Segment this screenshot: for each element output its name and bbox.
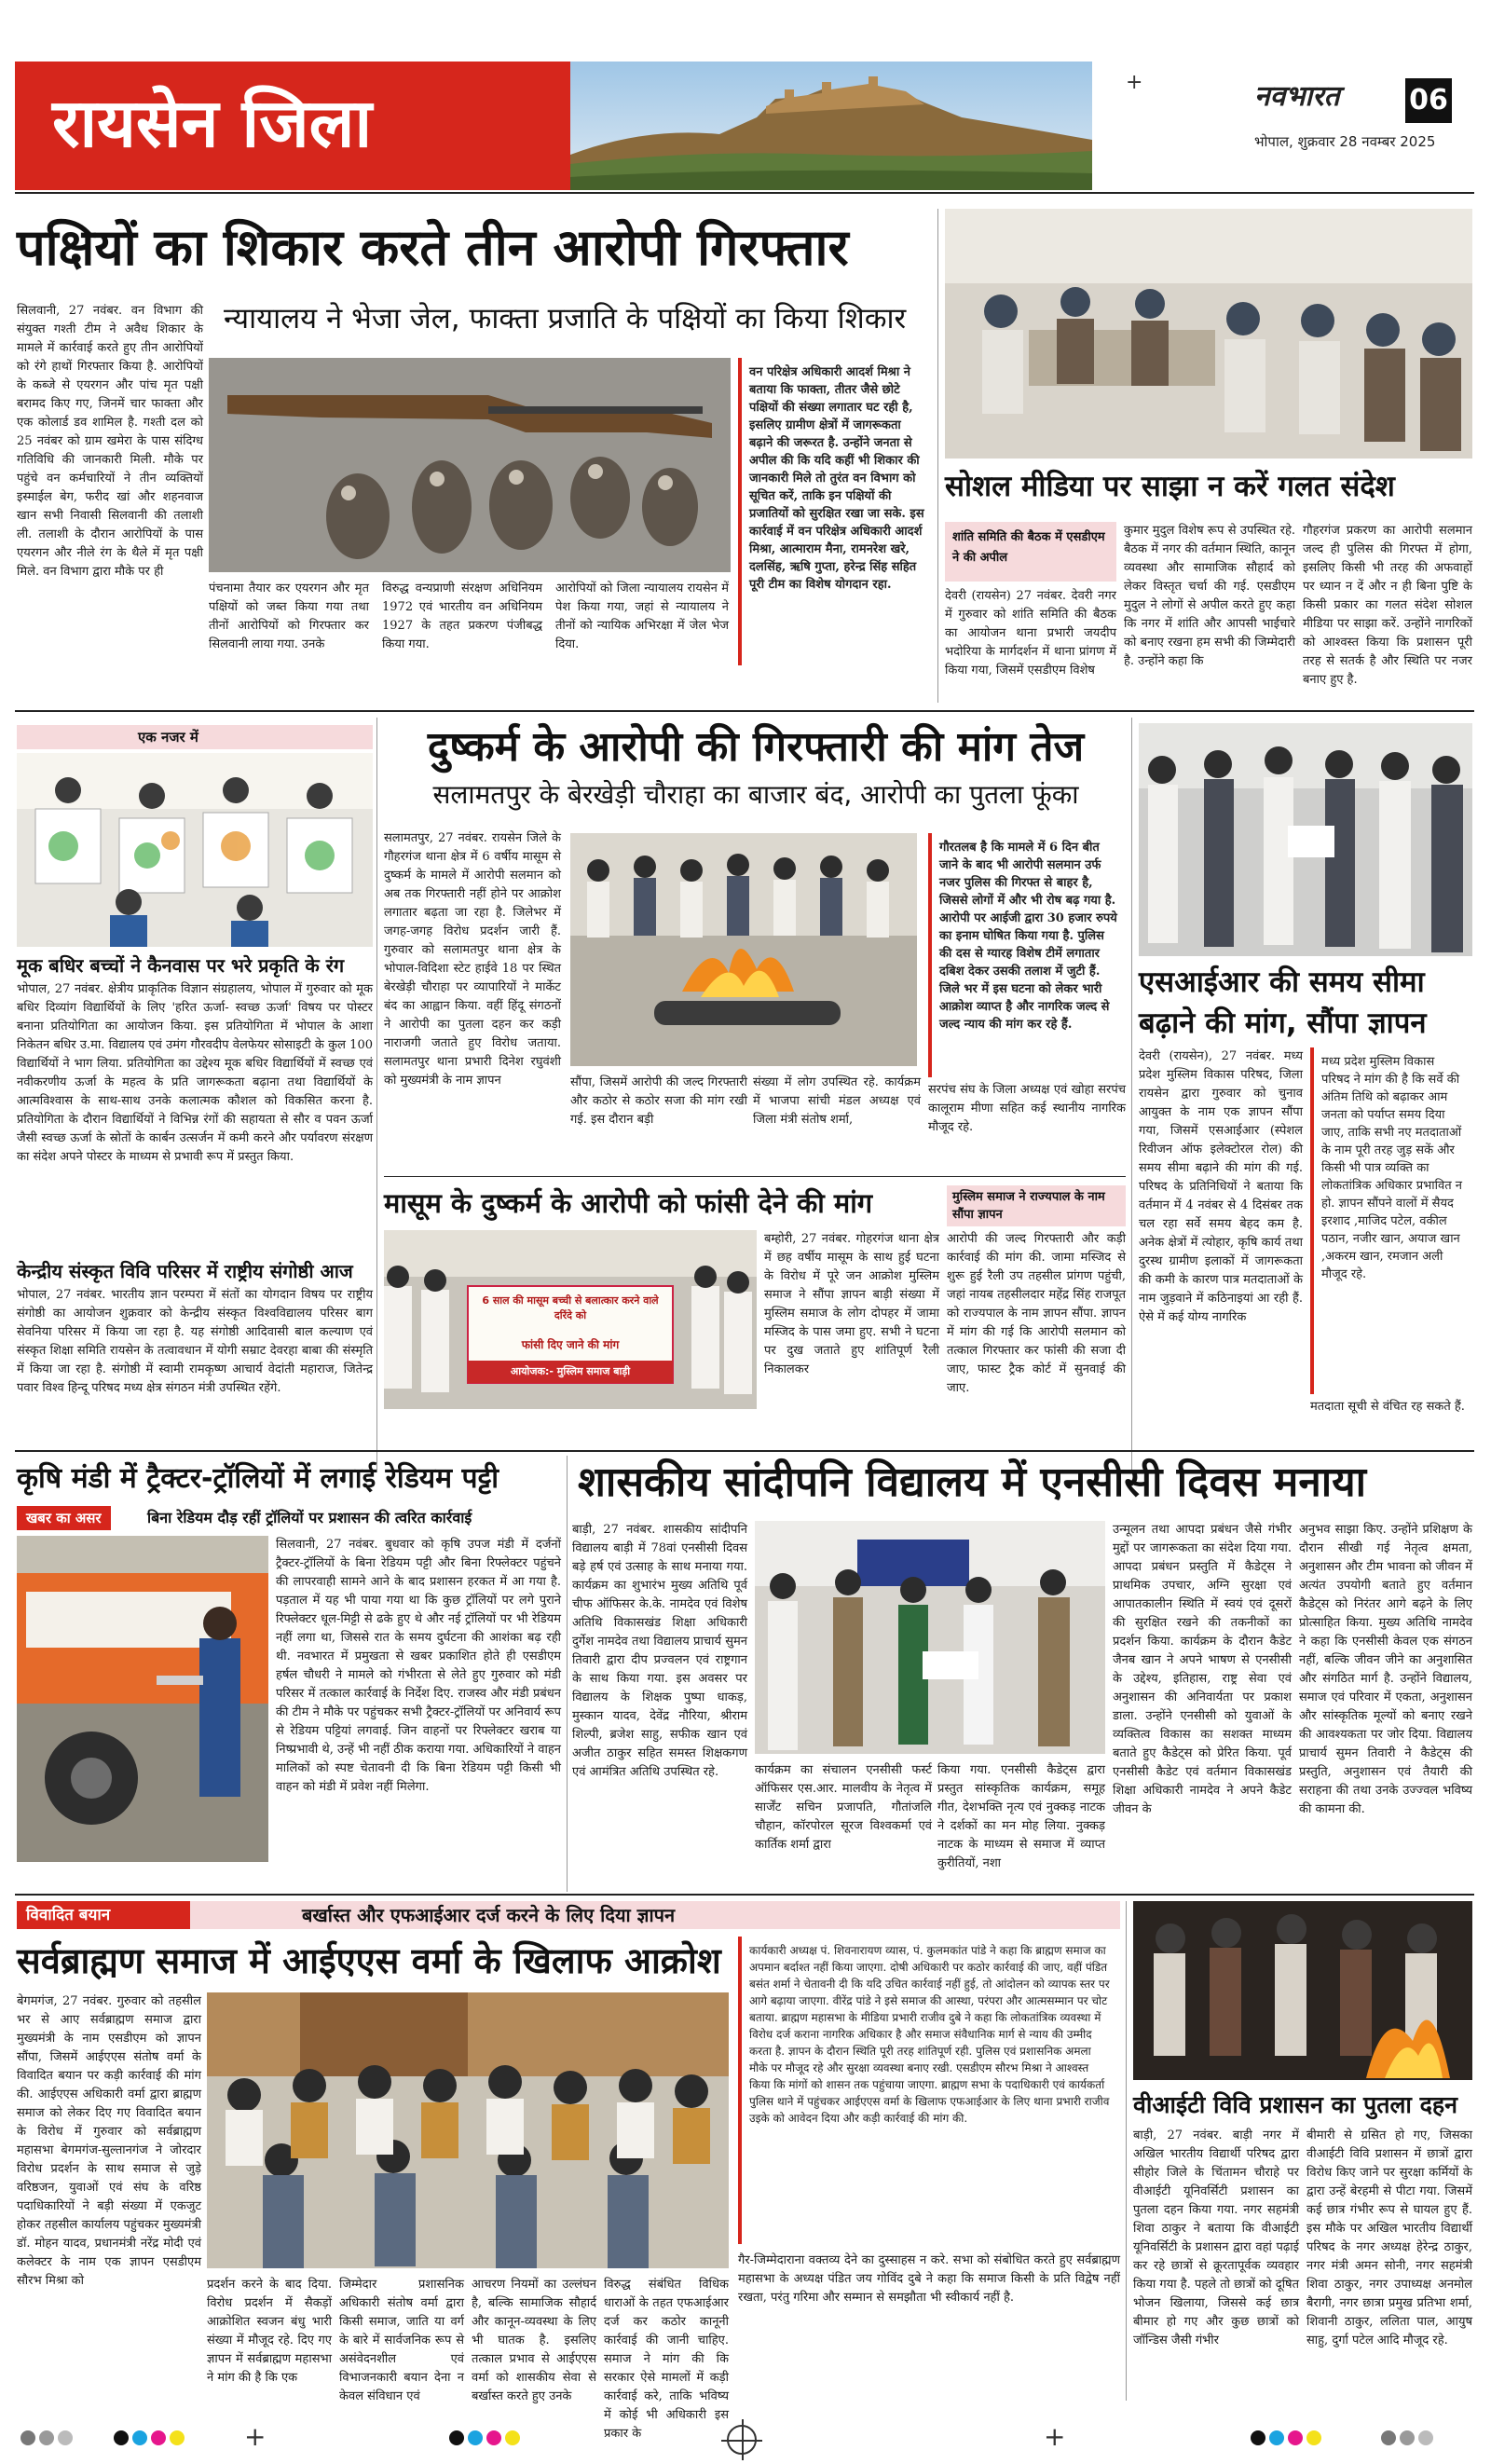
- story10-quote-box: कार्यकारी अध्यक्ष पं. शिवनारायण व्यास, पं. कुलमकांत पांडे ने कहा कि ब्राह्मण समाज का अपमान बर्दाश्त नहीं किया जाएगा. दोषी अधिकारी पर कठोर कार्रवाई की जाए, वहीं पंडित बसंत शर्मा ने चेतावनी दी कि यदि उचित कार्रवाई नहीं हुई, तो आंदोलन को व्यापक स्तर पर आगे बढ़ाया जाएगा. वीरेंद्र पांडे ने इसे समाज की आस्था, परंपरा और आत्मसम्मान पर चोट बताया. ब्राह्मण महासभा के मीडिया प्रभारी राजीव दुबे ने कहा कि लोकतांत्रिक व्यवस्था में विरोध दर्ज कराना नागरिक अधिकार है और समाज संवैधानिक मार्ग से न्याय की उम्मीद करता है. ज्ञापन के दौरान स्थिति पूरी तरह शांतिपूर्ण रही. पुलिस एवं प्रशासनिक अमला मौके पर मौजूद रहे और सुरक्षा व्यवस्था बनाए रखी. एसडीएम सौरभ मिश्रा ने आश्वस्त किया कि मांगों को शासन तक पहुंचाया जाएगा. ब्राह्मण सभा के पदाधिकारी एवं कार्यकर्ता पुलिस थाने में पहुंचकर आईएएस वर्मा के खिलाफ एफआईआर के लिए थाना प्रभारी राजीव उइके को आवेदन दिया और कड़ी कार्रवाई की मांग की.: [738, 1937, 1120, 2244]
- story9-body-col5: अनुभव साझा किए. उन्होंने प्रशिक्षण के दौरान सीखी गई नेतृत्व क्षमता, अनुशासन और टीम भावना को जीवन में अत्यंत उपयोगी बताते हुए वर्तमान कैडेट्स को निरंतर आगे बढ़ने के लिए प्रोत्साहित किया. मुख्य अतिथि नामदेव ने कहा कि एनसीसी केवल एक संगठन नहीं, बल्कि जीवन जीने का अनुशासित और संगठित मार्ग है. उन्होंने विद्यालय, समाज एवं परिवार में एकता, अनुशासन और सांस्कृतिक मूल्यों को बनाए रखने की आवश्यकता पर जोर दिया. विद्यालय प्राचार्य सुमन तिवारी ने कैडेट्स की प्रस्तुति, अनुशासन एवं तैयारी की सराहना की तथा उनके उज्ज्वल भविष्य की कामना की.: [1299, 1523, 1472, 1816]
- story3-headline: मूक बधिर बच्चों ने कैनवास पर भरे प्रकृति के रंग: [17, 954, 345, 977]
- story7-headline: एसआईआर की समय सीमा बढ़ाने की मांग, सौंपा ज्ञापन: [1139, 965, 1427, 1040]
- color-dots-mid-left: [447, 2430, 522, 2449]
- story8-tag: खबर का असर: [17, 1506, 111, 1530]
- story6-tag: मुस्लिम समाज ने राज्यपाल के नाम सौंपा ज्ञापन: [947, 1185, 1126, 1226]
- story1-subhead: न्यायालय ने भेजा जेल, फाक्ता प्रजाति के पक्षियों का किया शिकार: [224, 302, 907, 335]
- story3-photo-posters: [17, 753, 373, 947]
- story9-body-col3: किया गया. एनसीसी कैडेट्स द्वारा प्रस्तुत सांस्कृतिक कार्यक्रम, समूह गीत, देशभक्ति नृत्य एवं नुक्कड़ नाटक ने दर्शकों का मन मोह लिया. नुक्कड़ नाटक के माध्यम से समाज में व्याप्त कुरीतियों, नशा: [937, 1763, 1105, 1870]
- story6-photo-protest: [384, 1230, 757, 1409]
- story2-body-col2: कुमार मुदुल विशेष रूप से उपस्थित रहे. बैठक में नगर की वर्तमान स्थिति, कानून व्यवस्था और सामाजिक सौहार्द को लेकर विस्तृत चर्चा की गई. एसडीएम मुदुल ने लोगों से अपील करते हुए कहा कि नगर में शांति और आपसी भाईचारे को बनाए रखना हम सभी की जिम्मेदारी है. उन्होंने कहा कि: [1124, 524, 1295, 668]
- story2-body-col3: गौहरगंज प्रकरण का आरोपी सलमान जल्द ही पुलिस की गिरफ्त में होगा, इसलिए किसी भी तरह की अफवाहों पर ध्यान न दें और न ही बिना पुष्टि के किसी प्रकार का गलत संदेश सोशल मीडिया पर साझा करें. उन्होंने नागरिकों को आश्वस्त किया कि प्रशासन पूरी तरह से सतर्क है और स्थिति पर नजर बनाए हुए है.: [1303, 524, 1472, 687]
- story6-banner-line3: आयोजक:- मुस्लिम समाज बाड़ी: [510, 1365, 631, 1377]
- story8-photo-tractor: [17, 1536, 268, 1862]
- story10-body-col2: प्रदर्शन करने के बाद दिया. विरोध प्रदर्शन में सैकड़ों आक्रोशित स्वजन बंधु भारी संख्या में मौजूद रहे. दिए गए ज्ञापन में सर्वब्राह्मण महासभा ने मांग की है कि एक: [207, 2278, 332, 2385]
- color-dots-left: [112, 2430, 186, 2449]
- story11-headline: वीआईटी विवि प्रशासन का पुतला दहन: [1133, 2091, 1457, 2118]
- story9-body-col4: उन्मूलन तथा आपदा प्रबंधन जैसे गंभीर मुद्दों पर जागरूकता का संदेश दिया गया. आपदा प्रबंधन प्रस्तुति में कैडेट्स ने प्राथमिक उपचार, अग्नि सुरक्षा एवं आपातकालीन स्थिति में स्वयं एवं दूसरों की सुरक्षित रखने की तकनीकों का प्रदर्शन किया. कार्यक्रम के दौरान कैडेट जैनब खान ने अपने भाषण से एनसीसी के उद्देश्य, इतिहास, राष्ट्र सेवा एवं अनुशासन की अनिवार्यता पर प्रकाश डाला. उन्होंने एनसीसी को युवाओं के व्यक्तित्व विकास का सशक्त माध्यम बताते हुए कैडेट्स को प्रेरित किया. पूर्व एनसीसी कैडेट एवं वर्तमान विकासखंड शिक्षा अधिकारी नामदेव ने अपने कैडेट जीवन के: [1113, 1523, 1292, 1816]
- page-number: 06: [1405, 78, 1452, 123]
- story5-body-col2: सौंपा, जिसमें आरोपी की जल्द गिरफ्तारी और कठोर से कठोर सजा की मांग रखी गई. इस दौरान बड़ी: [570, 1075, 747, 1127]
- story1-body-col3: विरुद्ध वन्यप्राणी संरक्षण अधिनियम 1972 एवं भारतीय वन अधिनियम 1927 के तहत प्रकरण पंजीबद्ध किया गया.: [382, 582, 542, 651]
- masthead: [15, 62, 1474, 190]
- story1-headline: पक्षियों का शिकार करते तीन आरोपी गिरफ्तार: [17, 218, 849, 277]
- grey-dots: [19, 2430, 75, 2449]
- story7-quote-box: मध्य प्रदेश मुस्लिम विकास परिषद ने मांग की है कि सर्वे की अंतिम तिथि को बढ़ाकर आम जनता को पर्याप्त समय दिया जाए, ताकि सभी नए मतदाताओं के नाम पूरी तरह जुड़ सकें और किसी भी पात्र व्यक्ति का लोकतांत्रिक अधिकार प्रभावित न हो. ज्ञापन सौंपने वालों में सैयद इरशाद ,माजिद पटेल, वकील पठान, नजीर खान, अयाज खान ,अकरम खान, रमजान अली मौजूद रहे.: [1310, 1047, 1472, 1394]
- story9-body-col2: कार्यक्रम का संचालन एनसीसी फर्स्ट ऑफिसर एस.आर. मालवीय के नेतृत्व में सार्जेंट सचिन प्रजापति, गौतांजलि चौहान, कॉरपोरल सूरज विश्वकर्मा एवं कार्तिक शर्मा द्वारा: [755, 1763, 932, 1852]
- story3-tag: एक नजर में: [138, 729, 198, 746]
- brand-logo: नवभारत: [1254, 80, 1340, 113]
- story2-photo-meeting: [945, 209, 1472, 459]
- crop-mark-icon: +: [244, 2421, 267, 2452]
- story9-headline: शासकीय सांदीपनि विद्यालय में एनसीसी दिवस मनाया: [578, 1458, 1367, 1506]
- story10-kicker-bar: [190, 1901, 1120, 1929]
- story5-body-col4: सरपंच संघ के जिला अध्यक्ष एवं खोहा सरपंच कालूराम मीणा सहित कई स्थानीय नागरिक मौजूद रहे.: [928, 1083, 1126, 1134]
- story7-body-col1: देवरी (रायसेन), 27 नवंबर. मध्य प्रदेश मुस्लिम विकास परिषद, जिला रायसेन द्वारा गुरुवार को चुनाव आयुक्त के नाम एक ज्ञापन सौंपा गया, जिसमें एसआईआर (स्पेशल रिवीजन ऑफ इलेक्टोरल रोल) की समय सीमा बढ़ाने की मांग की गई. परिषद के प्रतिनिधियों ने बताया कि वर्तमान में 4 नवंबर से 4 दिसंबर तक चल रहा सर्वे समय बेहद कम है. अनेक क्षेत्रों में त्योहार, कृषि कार्य तथा दुरस्थ ग्रामीण इलाकों में जागरूकता की कमी के कारण पात्र मतदाताओं के नाम जुड़वाने में कठिनाइयां आ रही हैं. ऐसे में कई योग्य नागरिक: [1139, 1049, 1303, 1324]
- story5-subhead: सलामतपुर के बेरखेड़ी चौराहा का बाजार बंद, आरोपी का पुतला फूंका: [432, 779, 1079, 810]
- story10-photo-protest: [207, 1992, 729, 2268]
- story10-body-col5: विरुद्ध संबंधित विधिक धाराओं के तहत एफआईआर दर्ज कर कठोर कानूनी कार्रवाई की जानी चाहिए. समाज ने मांग की कि सरकार ऐसे मामलों में कड़ी कार्रवाई करे, ताकि भविष्य में कोई भी अधिकारी इस प्रकार के: [604, 2278, 729, 2441]
- story10-body-col3: जिम्मेदार प्रशासनिक अधिकारी संतोष वर्मा द्वारा किसी समाज, जाति या वर्ग के बारे में सार्वजनिक रूप से असंवेदनशील एवं विभाजनकारी बयान देना न केवल संविधान एवं: [339, 2278, 464, 2403]
- story3-tag-bar: [17, 725, 373, 749]
- story9-photo-ncc: [755, 1521, 1105, 1754]
- fort-banner-photo: [570, 62, 1092, 190]
- story7-body-col2: मतदाता सूची से वंचित रह सकते हैं.: [1310, 1400, 1465, 1414]
- story3-body: भोपाल, 27 नवंबर. क्षेत्रीय प्राकृतिक विज्ञान संग्रहालय, भोपाल में गुरुवार को मूक बधिर दिव्यांग विद्यार्थियों के लिए 'हरित ऊर्जा- स्वच्छ ऊर्जा' विषय पर पोस्टर बनाना प्रतियोगिता का आयोजन किया. इस प्रतियोगिता में भोपाल के आशा निकेतन बधिर उ.मा. विद्यालय एवं उमंग गौरवदीप वेलफेयर सोसाइटी के कुल 100 विद्यार्थियों ने भाग लिया. प्रतियोगिता का उद्देश्य मूक बधिर विद्यार्थियों में स्वच्छ एवं नवीकरणीय ऊर्जा के महत्व के प्रति जागरूकता बढ़ाना तथा विद्यार्थियों के आत्मविश्वास के साथ-साथ उनके कलात्मक कौशल को विकसित करना है. प्रतियोगिता के दौरान विद्यार्थियों ने विभिन्न रंगों की सहायता से सौर व पवन ऊर्जा जैसी स्वच्छ ऊर्जा के स्रोतों के कार्बन उत्सर्जन में कमी करने और पर्यावरण संरक्षण का संदेश अपने पोस्टर के माध्यम से प्रभावी रूप में प्रस्तुत किया.: [17, 982, 373, 1164]
- story5-photo-effigy: [570, 833, 917, 1066]
- story4-headline: केन्द्रीय संस्कृत विवि परिसर में राष्ट्रीय संगोष्ठी आज: [17, 1260, 353, 1282]
- story10-body-col6: गैर-जिम्मेदाराना वक्तव्य देने का दुस्साहस न करे. सभा को संबोधित करते हुए सर्वब्राह्मण महासभा के अध्यक्ष पंडित जय गोविंद दुबे ने कहा कि समाज किसी के प्रति विद्वेष नहीं रखता, परंतु गरिमा और सम्मान से समझौता भी स्वीकार्य नहीं है.: [738, 2253, 1120, 2305]
- story5-headline: दुष्कर्म के आरोपी की गिरफ्तारी की मांग तेज: [427, 723, 1085, 771]
- story7-photo-memorandum: [1139, 723, 1472, 956]
- story5-body-col1: सलामतपुर, 27 नवंबर. रायसेन जिले के गौहरगंज थाना क्षेत्र में 6 वर्षीय मासूम से दुष्कर्म के मामले में आरोपी सलमान को अब तक गिरफ्तारी नहीं होने पर आक्रोश लगातार बढ़ता जा रहा है. जिलेभर में जगह-जगह विरोध प्रदर्शन जारी हैं. गुरुवार को सलामतपुर थाना क्षेत्र के भोपाल-विदिशा स्टेट हाईवे 18 पर स्थित बेरखेड़ी चौराहा पर व्यापारियों ने मार्केट बंद का आह्वान किया. वहीं हिंदू संगठनों ने आरोपी का पुतला दहन कर कड़ी नाराजगी जताते हुए विरोध जताया. सलामतपुर थाना प्रभारी दिनेश रघुवंशी को मुख्यमंत्री के नाम ज्ञापन: [384, 831, 561, 1088]
- story10-kicker: बर्खास्त और एफआईआर दर्ज करने के लिए दिया ज्ञापन: [302, 1904, 676, 1926]
- story11-photo-effigy: [1133, 1901, 1472, 2080]
- crop-mark-icon: +: [1126, 71, 1143, 94]
- story1-quote-box: वन परिक्षेत्र अधिकारी आदर्श मिश्रा ने बताया कि फाक्ता, तीतर जैसे छोटे पक्षियों की संख्या लगातार घट रही है, इसलिए ग्रामीण क्षेत्रों में जागरूकता बढ़ाने की जरूरत है. उन्होंने जनता से अपील की कि यदि कहीं भी शिकार की जानकारी मिले तो तुरंत वन विभाग को सूचित करें, ताकि इन पक्षियों की प्रजातियों को सुरक्षित रखा जा सके. इस कार्रवाई में वन परिक्षेत्र अधिकारी आदर्श मिश्रा, आत्माराम मैना, रामनरेश खरे, दलसिंह, ऋषि गुप्ता, हरेन्द्र सिंह सहित पूरी टीम का विशेष योगदान रहा.: [738, 358, 932, 665]
- story1-body-col4: आरोपियों को जिला न्यायालय रायसेन में पेश किया गया, जहां से न्यायालय ने तीनों को न्यायिक अभिरक्षा में जेल भेज दिया.: [555, 582, 729, 651]
- story10-headline: सर्वब्राह्मण समाज में आईएएस वर्मा के खिलाफ आक्रोश: [17, 1940, 721, 1981]
- story10-tag: विवादित बयान: [17, 1901, 190, 1929]
- section-title-block: [15, 62, 570, 190]
- story10-body-col4: आचरण नियमों का उल्लंघन है, बल्कि सामाजिक सौहार्द और कानून-व्यवस्था के लिए भी घातक है. इसलिए तत्काल प्रभाव से आईएएस वर्मा को शासकीय सेवा से बर्खास्त करते हुए उनके: [472, 2278, 596, 2403]
- story6-body-col1: बम्होरी, 27 नवंबर. गोहरगंज थाना क्षेत्र में छह वर्षीय मासूम के साथ हुई घटना के विरोध में पूरे जन आक्रोश मुस्लिम समाज ने सौंपा ज्ञापन बाड़ी संख्या में मुस्लिम समाज के लोग दोपहर में जामा मस्जिद के पास जमा हुए. सभी ने घटना पर दुख जताते हुए शांतिपूर्ण रैली निकालकर: [764, 1232, 939, 1376]
- story6-banner-line1: 6 साल की मासूम बच्ची से बलात्कार करने वाले दरिंदे को: [482, 1294, 659, 1321]
- story8-subhead: बिना रेडियम दौड़ रहीं ट्रॉलियों पर प्रशासन की त्वरित कार्रवाई: [147, 1509, 472, 1526]
- story5-quote-box: गौरतलब है कि मामले में 6 दिन बीत जाने के बाद भी आरोपी सलमान उर्फ नजर पुलिस की गिरफ्त से बाहर है, जिससे लोगों में और भी रोष बढ़ गया है. आरोपी पर आईजी द्वारा 30 हजार रुपये का इनाम घोषित किया गया है. पुलिस की दस से ग्यारह विशेष टीमें लगातार दबिश देकर उसकी तलाश में जुटी हैं. जिले भर में इस घटना को लेकर भारी आक्रोश व्याप्त है और नागरिक जल्द से जल्द न्याय की मांग कर रहे हैं.: [928, 833, 1126, 1077]
- story2-body-col1: देवरी (रायसेन) 27 नवंबर. देवरी नगर में गुरुवार को शांति समिति की बैठक का आयोजन थाना प्रभारी जयदीप भदोरिया के मार्गदर्शन में थाना प्रांगण में किया गया, जिसमें एसडीएम विशेष: [945, 589, 1116, 678]
- story11-body-col1: बाड़ी, 27 नवंबर. बाड़ी नगर में अखिल भारतीय विद्यार्थी परिषद द्वारा सीहोर जिले के चिंतामन चौराहे पर वीआईटी यूनिवर्सिटी प्रशासन का पुतला दहन किया गया. नगर सहमंत्री शिवा ठाकुर ने बताया कि वीआईटी यूनिवर्सिटी के प्रशासन द्वारा वहां पढ़ाई कर रहे छात्रों से क्रूरतापूर्वक व्यवहार किया गया है. पहले तो छात्रों को दूषित भोजन खिलाया, जिससे कई छात्र बीमार हो गए और कुछ छात्रों को जॉन्डिस जैसी गंभीर: [1133, 2129, 1299, 2348]
- story4-body: भोपाल, 27 नवंबर. भारतीय ज्ञान परम्परा में संतों का योगदान विषय पर राष्ट्रीय संगोष्ठी का आयोजन शुक्रवार को केन्द्रीय संस्कृत विश्वविद्यालय परिसर बाग सेवनिया परिसर में किया जा रहा है. यह संगोष्ठी आदिवासी बाल कल्याण एवं संस्कृत शिक्षा समिति रायसेन के तत्वावधान में योगी सम्राट देवरहा बाबा की संस्मृति में किया जा रहा है. संगोष्ठी में स्वामी रामकृष्ण आचार्य वेदांती महाराज, जितेन्द्र पवार विश्व हिन्दू परिषद मध्य क्षेत्र संगठन मंत्री उपस्थित रहेंगे.: [17, 1288, 373, 1395]
- section-title: रायसेन जिला: [52, 84, 373, 162]
- story6-banner-line2: फांसी दिए जाने की मांग: [521, 1338, 620, 1351]
- dateline: भोपाल, शुक्रवार 28 नवम्बर 2025: [1254, 133, 1436, 150]
- story1-body-col1: सिलवानी, 27 नवंबर. वन विभाग की संयुक्त गश्ती टीम ने अवैध शिकार के मामले में कार्रवाई करते हुए तीन आरोपियों को रंगे हाथों गिरफ्तार किया है. आरोपियों के कब्जे से एयरगन और पांच मृत पक्षी बरामद किए गए, जिनमें चार फाक्ता और एक कोलार्ड डव शामिल है. गश्ती दल को 25 नवंबर को ग्राम खमेरा के पास संदिग्ध गतिविधि की जानकारी मिली. मौके पर पहुंचे वन कर्मचारियों ने तीन व्यक्तियों इस्माईल बेग, फरीद खां और शहनवाज खान सभी निवासी सिलवानी की तलाशी ली. तलाशी के दौरान आरोपियों के पास एयरगन और नीले रंग के थैले में मृत पक्षी मिले. वन विभाग द्वारा मौके पर ही: [17, 304, 203, 579]
- story8-headline: कृषि मंडी में ट्रैक्टर-ट्रॉलियों में लगाई रेडियम पट्टी: [17, 1462, 499, 1495]
- story9-body-col1: बाड़ी, 27 नवंबर. शासकीय सांदीपनि विद्यालय बाड़ी में 78वां एनसीसी दिवस बड़े हर्ष एवं उत्साह के साथ मनाया गया. कार्यक्रम का शुभारंभ मुख्य अतिथि पूर्व चीफ ऑफिसर के.के. नामदेव एवं विशेष अतिथि विकासखंड शिक्षा अधिकारी दुर्गेश नामदेव तथा विद्यालय प्राचार्य सुमन तिवारी द्वारा दीप प्रज्वलन एवं राष्ट्रगान के साथ किया गया. इस अवसर पर विद्यालय के शिक्षक पुष्पा धाकड़, मुस्कान यादव, देवेंद्र नौरिया, श्रीराम शिल्पी, ब्रजेश साहु, सफीक खान एवं अजीत ठाकुर सहित समस्त शिक्षकगण एवं आमंत्रित अतिथि उपस्थित रहे.: [572, 1523, 747, 1779]
- crop-mark-icon: +: [1044, 2421, 1066, 2452]
- grey-dots-right: [1379, 2430, 1435, 2449]
- registration-target-icon: [727, 2425, 757, 2455]
- story5-body-col3: संख्या में लोग उपस्थित रहे. कार्यक्रम में भाजपा सांची मंडल अध्यक्ष एवं जिला मंत्री संतोष शर्मा,: [753, 1075, 921, 1127]
- color-dots-right: [1249, 2430, 1323, 2449]
- story1-body-col2: पंचनामा तैयार कर एयरगन और मृत पक्षियों को जब्त किया गया तथा तीनों आरोपियों को गिरफ्तार कर सिलवानी लाया गया. उनके: [209, 582, 369, 651]
- story10-body-col1: बेगमगंज, 27 नवंबर. गुरुवार को तहसील भर से आए सर्वब्राह्मण समाज द्वारा मुख्यमंत्री के नाम एसडीएम को ज्ञापन सौंपा, जिसमें आईएएस संतोष वर्मा के विवादित बयान पर कड़ी कार्रवाई की मांग की. आईएएस अधिकारी वर्मा द्वारा ब्राह्मण समाज को लेकर दिए गए विवादित बयान के विरोध में गुरुवार को सर्वब्राह्मण महासभा बेगमगंज-सुल्तानगंज ने जोरदार विरोध प्रदर्शन के साथ समाज से जुड़े वरिष्ठजन, युवाओं एवं संघ के वरिष्ठ पदाधिकारियों ने बड़ी संख्या में एकजुट होकर तहसील कार्यालय पहुंचकर मुख्यमंत्री डॉ. मोहन यादव, प्रधानमंत्री नरेंद्र मोदी एवं कलेक्टर के नाम एक ज्ञापन एसडीएम सौरभ मिश्रा को: [17, 1994, 201, 2288]
- story1-photo-airgun-birds: [209, 358, 731, 572]
- story6-headline: मासूम के दुष्कर्म के आरोपी को फांसी देने की मांग: [384, 1187, 873, 1219]
- story8-body: सिलवानी, 27 नवंबर. बुधवार को कृषि उपज मंडी में दर्जनों ट्रैक्टर-ट्रॉलियों के बिना रेडियम पट्टी और बिना रिफ्लेक्टर पहुंचने की लापरवाही सामने आने के बाद प्रशासन हरकत में आ गया है. पड़ताल में यह भी पाया गया था कि कुछ ट्रॉलियों पर लगे पुराने रिफ्लेक्टर धूल-मिट्टी से ढके हुए थे और नई ट्रॉलियों पर भी रेडियम नहीं लगा था, जिससे रात के समय दुर्घटना की आशंका बढ़ रही थी. नवभारत में प्रमुखता से खबर प्रकाशित होते ही एसडीएम हर्षल चौधरी ने मामले को गंभीरता से लेते हुए गुरुवार को मंडी परिसर में तत्काल कार्रवाई के निर्देश दिए. राजस्व और मंडी प्रबंधन की टीम ने मौके पर पहुंचकर सभी ट्रैक्टर-ट्रॉलियों पर अनिवार्य रूप से रेडियम पट्टियां लगवाई. जिन वाहनों पर रिफ्लेक्टर खराब या निष्प्रभावी थे, उन्हें भी नहीं ठीक कराया गया. अधिकारियों ने वाहन मालिकों को स्पष्ट चेतावनी दी कि बिना रेडियम पट्टी किसी भी वाहन को मंडी में प्रवेश नहीं मिलेगा.: [276, 1538, 561, 1794]
- story11-body-col2: बीमारी से ग्रसित हो गए, जिसका वीआईटी विवि प्रशासन में छात्रों द्वारा विरोध किए जाने पर सुरक्षा कर्मियों के द्वारा उन्हें बेरहमी से पीटा गया. जिसमें कई छात्र गंभीर रूप से घायल हुए हैं. इस मौके पर अखिल भारतीय विद्यार्थी परिषद के नगर अध्यक्ष हेरेन्द्र ठाकुर, नगर मंत्री अमन सोनी, नगर सहमंत्री शिवा ठाकुर, नगर उपाध्यक्ष अनमोल बैरागी, नगर छात्रा प्रमुख प्रतिभा शर्मा, शिवानी ठाकुर, ललिता पाल, आयुष साहु, दुर्गा पटेल आदि मौजूद रहे.: [1306, 2129, 1472, 2348]
- story2-tag: शांति समिति की बैठक में एसडीएम ने की अपील: [945, 522, 1116, 582]
- story6-body-col2: आरोपी की जल्द गिरफ्तारी और कड़ी कार्रवाई की मांग की. जामा मस्जिद से शुरू हुई रैली उप तहसील प्रांगण पहुंची, जहां नायब तहसीलदार महेंद्र सिंह राजपूत को राज्यपाल के नाम ज्ञापन सौंपा. ज्ञापन में मांग की गई कि आरोपी सलमान को तत्काल गिरफ्तार कर फांसी की सजा दी जाए, फास्ट ट्रैक कोर्ट में सुनवाई की जाए.: [947, 1232, 1126, 1395]
- story2-headline: सोशल मीडिया पर साझा न करें गलत संदेश: [945, 470, 1395, 503]
- print-registration-strip: [0, 2414, 1491, 2464]
